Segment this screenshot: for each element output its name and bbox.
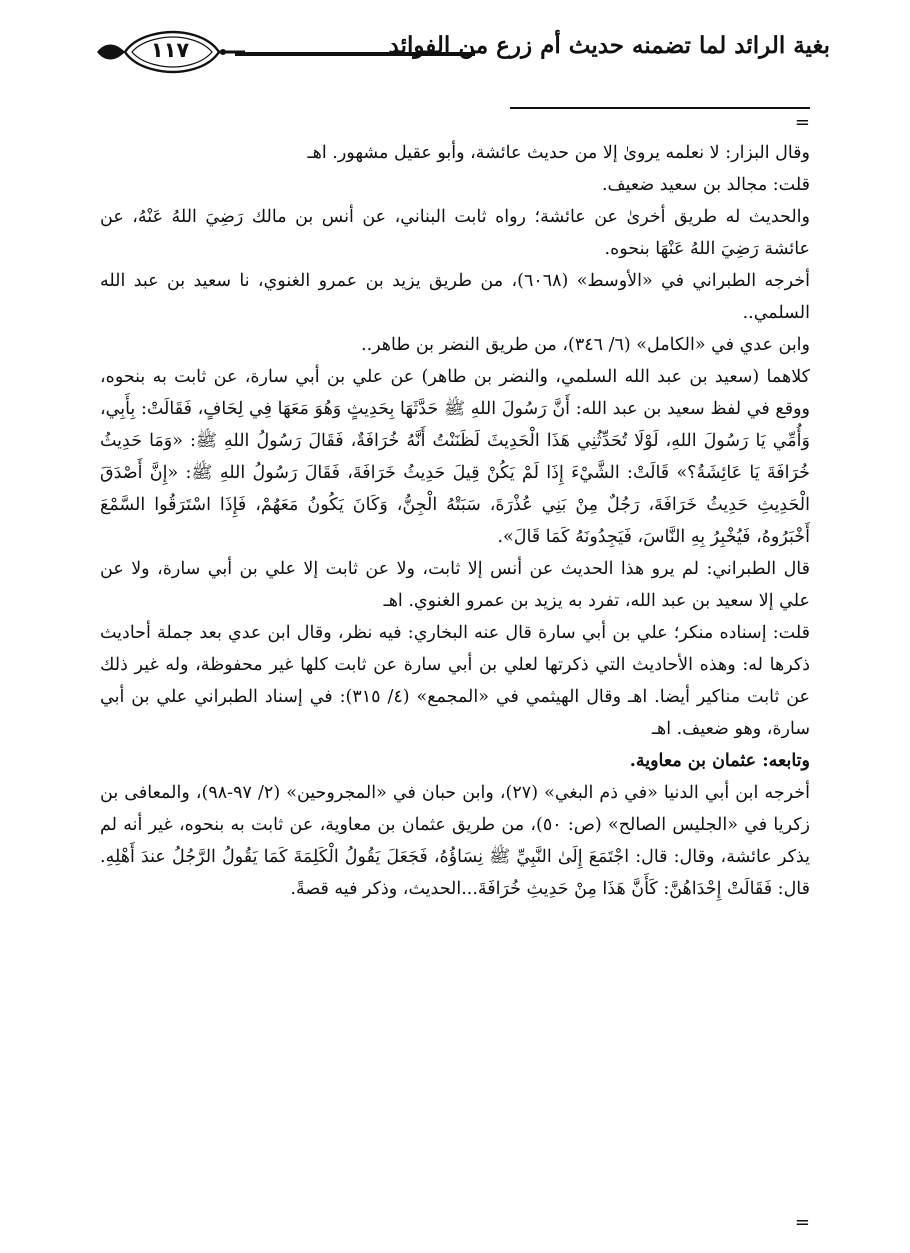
paragraph: قلت: مجالد بن سعيد ضعيف. xyxy=(601,175,810,195)
page-header xyxy=(95,28,830,76)
paragraph: والحديث له طريق أخرىٰ عن عائشة؛ رواه ثابت البناني، عن أنس بن مالك رَضِيَ اللهُ عَنْهُ، عن عائشة رَضِيَ اللهُ عَنْهَا بنحوه. xyxy=(100,207,810,259)
book-title: بغية الرائد لما تضمنه حديث أم زرع من الفوائد xyxy=(388,32,830,59)
footnote-body xyxy=(100,137,810,1212)
footnote-continuation-rule xyxy=(510,107,810,109)
paragraph: أخرجه ابن أبي الدنيا «في ذم البغي» (٢٧)، وابن حبان في «المجروحين» (٢/ ٩٧-٩٨)، والمعافى بن زكريا في «الجليس الصالح» (ص: ٥٠)، من طريق عثمان بن معاوية، عن ثابت به بنحوه، غير أنه لم يذكر عائشة، وقال: قال: اجْتَمَعَ إِلَىٰ النَّبِيِّ ﷺ نِسَاؤُهُ، فَجَعَلَ يَقُولُ الْكَلِمَةَ كَمَا يَقُولُ الرَّجُلُ عندَ أَهْلِهِ. قال: فَقَالَتْ إِحْدَاهُنَّ: كَأَنَّ هَذَا مِنْ حَدِيثِ خُرَافَةَ...الحديث، وذكر فيه قصةً. xyxy=(100,783,810,899)
paragraph: أخرجه الطبراني في «الأوسط» (٦٠٦٨)، من طريق يزيد بن عمرو الغنوي، نا سعيد بن عبد الله السلمي.. xyxy=(100,271,810,323)
footnote-continuation-mark-top: = xyxy=(794,112,810,133)
footnote-continuation-mark-bottom: = xyxy=(794,1212,810,1233)
paragraph: قلت: إسناده منكر؛ علي بن أبي سارة قال عنه البخاري: فيه نظر، وقال ابن عدي بعد جملة أحاديث ذكرها له: وهذه الأحاديث التي ذكرتها لعلي بن أبي سارة عن ثابت كلها غير محفوظة، وله غير ذلك عن ثابت مناكير أيضا. اهـ وقال الهيثمي في «المجمع» (٤/ ٣١٥): في إسناد الطبراني علي بن أبي سارة، وهو ضعيف. اهـ xyxy=(100,623,810,739)
paragraph: وتابعه: عثمان بن معاوية. xyxy=(629,751,810,771)
paragraph: وقال البزار: لا نعلمه يروىٰ إلا من حديث عائشة، وأبو عقيل مشهور. اهـ xyxy=(307,143,810,163)
paragraph: قال الطبراني: لم يرو هذا الحديث عن أنس إلا ثابت، ولا عن ثابت إلا علي بن أبي سارة، ولا عن علي إلا سعيد بن عبد الله، تفرد به يزيد بن عمرو الغنوي. اهـ xyxy=(100,559,810,611)
paragraph: وابن عدي في «الكامل» (٦/ ٣٤٦)، من طريق النضر بن طاهر.. xyxy=(361,335,810,355)
paragraph: كلاهما (سعيد بن عبد الله السلمي، والنضر بن طاهر) عن علي بن أبي سارة، عن ثابت به بنحوه، ووقع في لفظ سعيد بن عبد الله: أَنَّ رَسُولَ اللهِ ﷺ حَدَّثَهَا بِحَدِيثٍ وَهُوَ مَعَهَا فِي لِحَافٍ، فَقَالَتْ: بِأَبِي، وَأُمِّي يَا رَسُولَ اللهِ، لَوْلَا تُحَدِّثُنِي هَذَا الْحَدِيثَ لَظَنَنْتُ أَنَّهُ خُرَافَةٌ، فَقَالَ رَسُولُ اللهِ ﷺ: «وَمَا حَدِيثُ خُرَافَةَ يَا عَائِشَةُ؟» قَالَتْ: الشَّيْءَ إِذَا لَمْ يَكُنْ قِيلَ حَدِيثُ خَرَافَةَ، فَقَالَ رَسُولُ اللهِ ﷺ: «إِنَّ أَصْدَقَ الْحَدِيثِ حَدِيثُ خَرَافَةَ، رَجُلٌ مِنْ بَنِي عُذْرَةَ، سَبَتْهُ الْجِنُّ، وَكَانَ يَكُونُ مَعَهُمْ، فَإِذَا اسْتَرَقُوا السَّمْعَ أَخْبَرُوهُ، فَيُخْبِرُ بِهِ النَّاسَ، فَيَجِدُونَهُ كَمَا قَالَ». xyxy=(100,367,810,547)
page-number: ١١٧ xyxy=(150,38,190,62)
